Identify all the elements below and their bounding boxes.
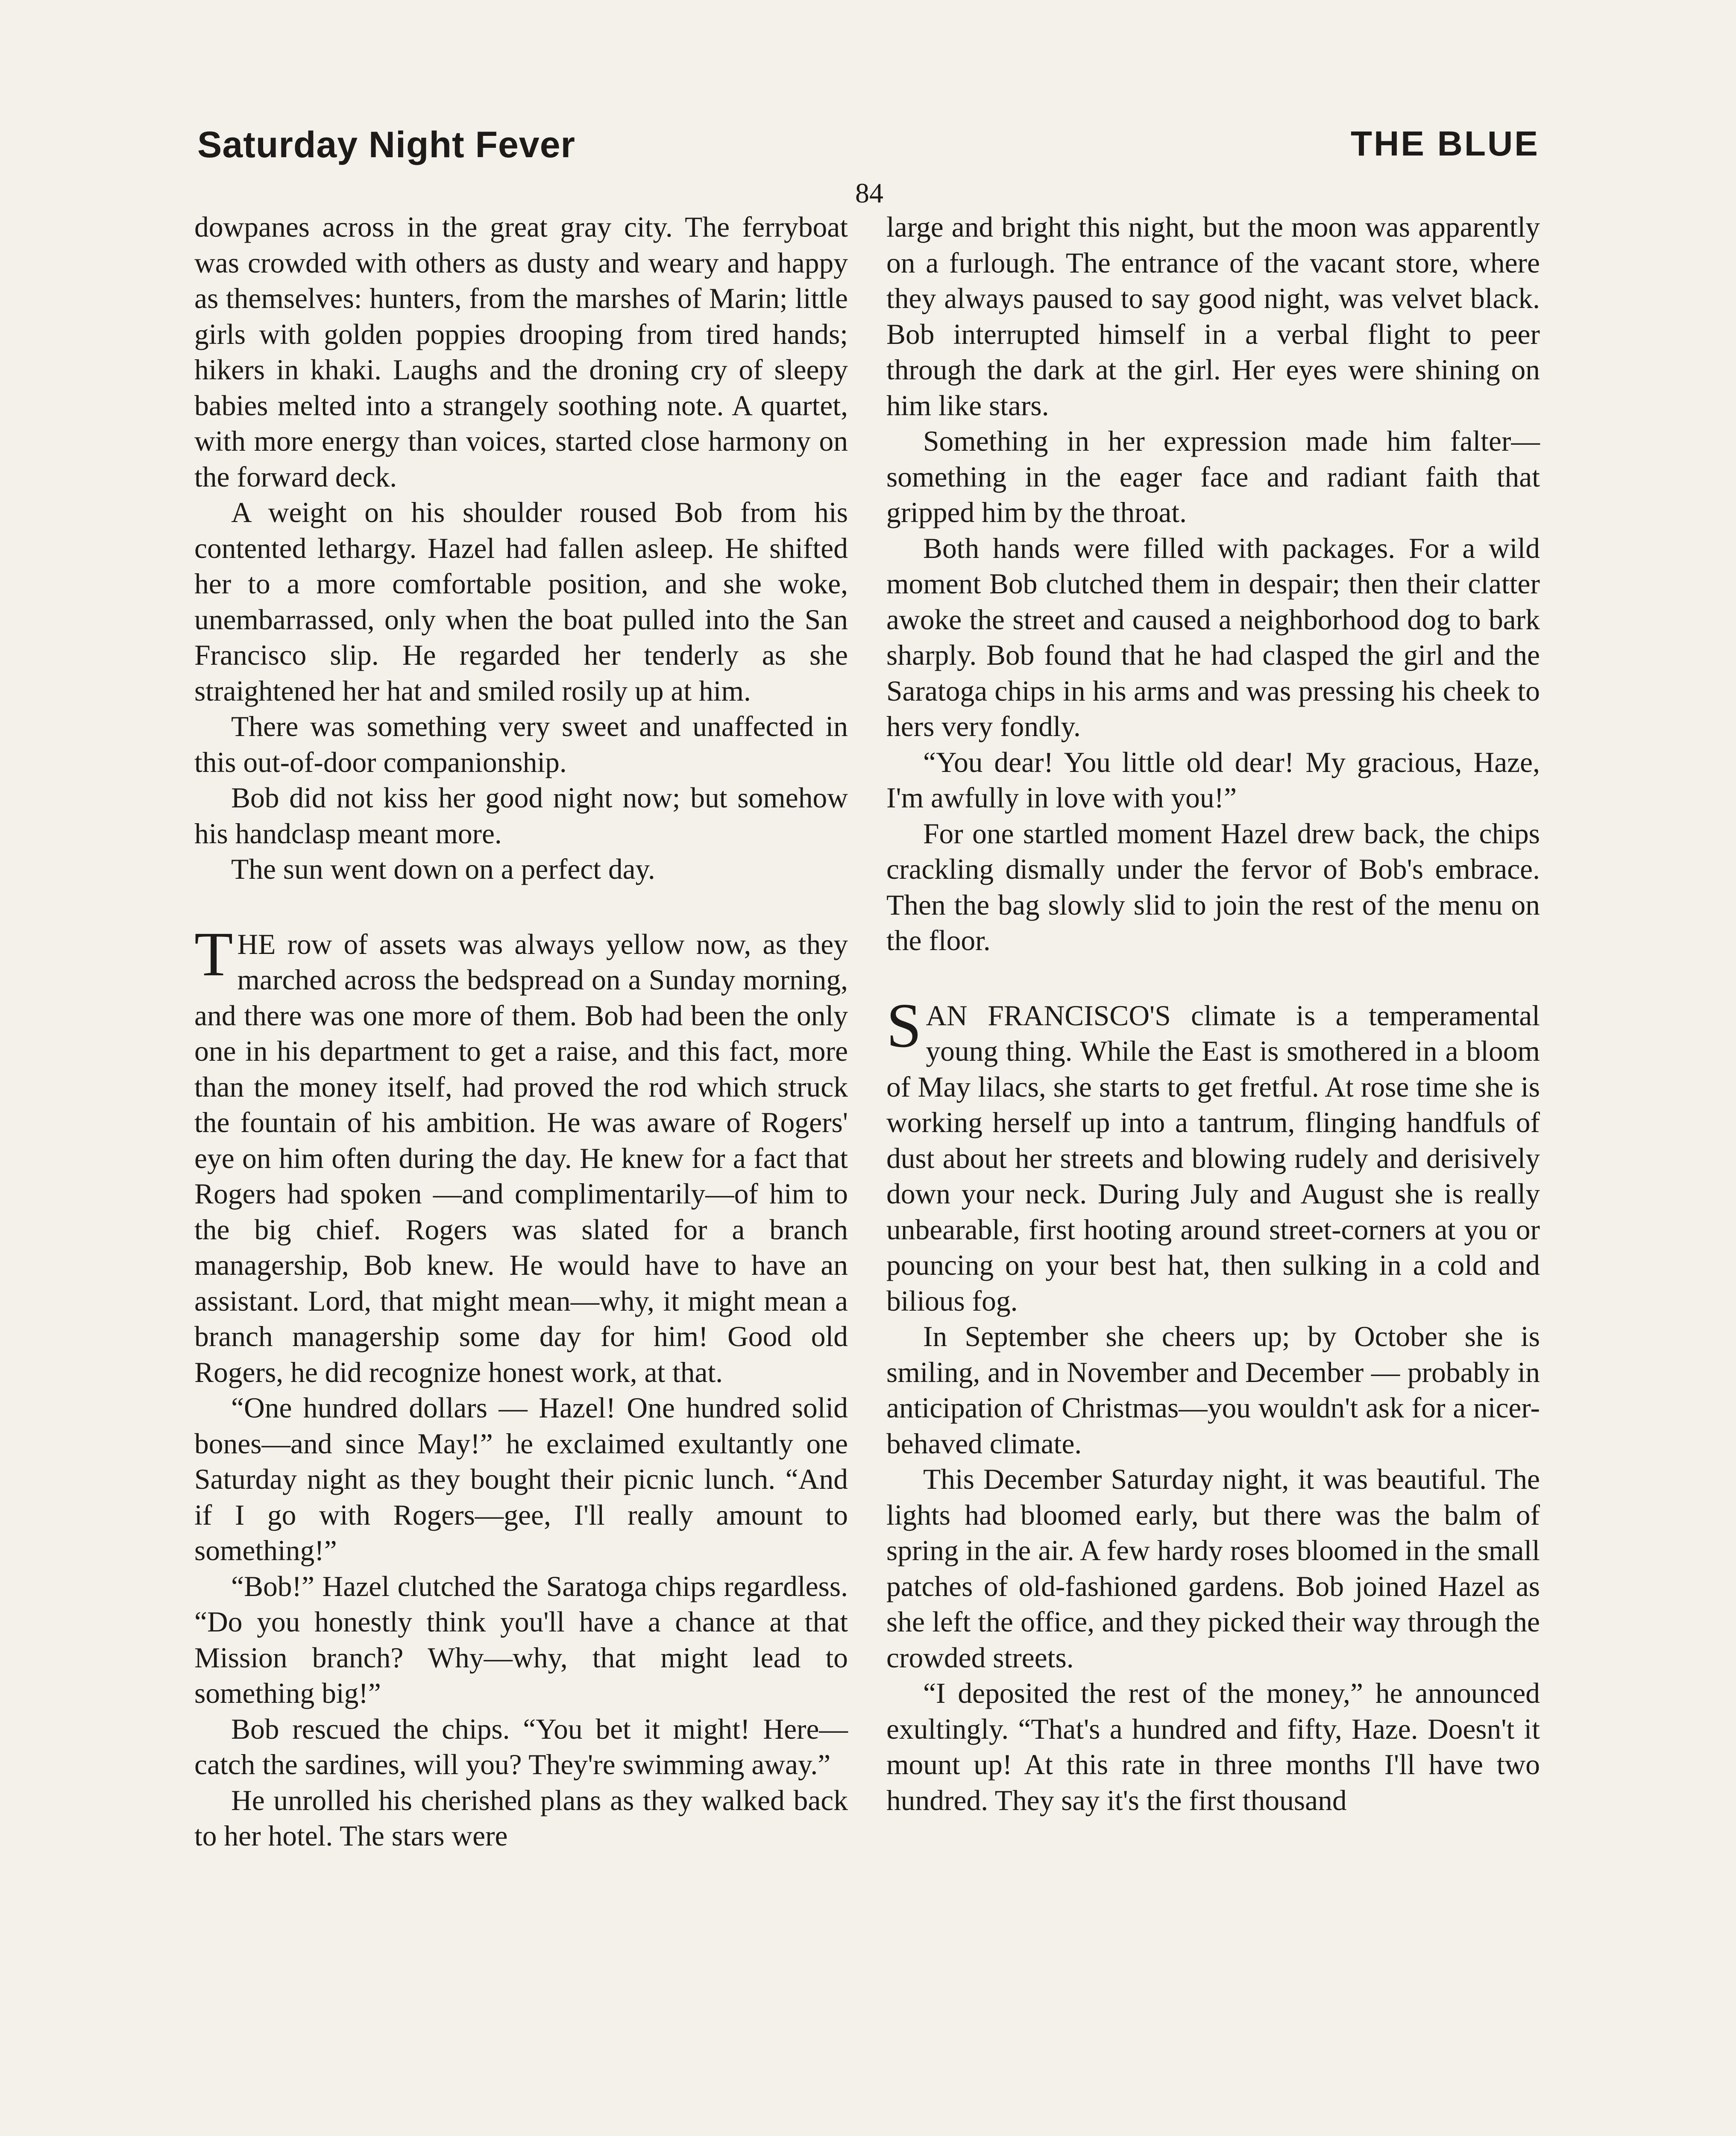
page-number: 84 xyxy=(855,178,883,209)
paragraph: He unrolled his cherished plans as they walked back to her hotel. The stars were xyxy=(194,1784,848,1852)
paragraph: This December Saturday night, it was beautiful. The lights had bloomed early, but there was the balm of spring in the air. A few hardy roses bloomed in the small patches of old-fashioned gardens. Bob joined Hazel as she left the office, and they picked their way through the crowded streets. xyxy=(886,1463,1540,1674)
paragraph-text: AN FRANCISCO'S climate is a temperamental young thing. While the East is smothered in a bloom of May lilacs, she starts to get fretful. At rose time she is working herself up into a tantrum, flinging handfuls of dust about her streets and blowing rudely and derisively down your neck. During July and August she is really unbearable, first hooting around street-corners at you or pouncing on your best hat, then sulking in a cold and bilious fog. xyxy=(886,999,1540,1317)
paragraph: Bob rescued the chips. “You bet it might! Here—catch the sardines, will you? They're swimming away.” xyxy=(194,1713,848,1781)
story-title: Saturday Night Fever xyxy=(197,124,575,165)
drop-cap: T xyxy=(194,919,233,989)
paragraph: “You dear! You little old dear! My gracious, Haze, I'm awfully in love with you!” xyxy=(886,746,1540,814)
right-column xyxy=(886,209,1540,1818)
paragraph: In September she cheers up; by October she is smiling, and in November and December — probably in anticipation of Christmas—you wouldn't ask for a nicer-behaved climate. xyxy=(886,1320,1540,1460)
paragraph: For one startled moment Hazel drew back, the chips crackling dismally under the fervor of Bob's embrace. Then the bag slowly slid to join the rest of the menu on the floor. xyxy=(886,817,1540,957)
paragraph: “I deposited the rest of the money,” he announced exultingly. “That's a hundred and fifty, Haze. Doesn't it mount up! At this rate in three months I'll have two hundred. They say it's the first thousand xyxy=(886,1677,1540,1816)
paragraph: There was something very sweet and unaffected in this out-of-door companionship. xyxy=(194,710,848,778)
paragraph: “One hundred dollars — Hazel! One hundred solid bones—and since May!” he exclaimed exultantly one Saturday night as they bought their picnic lunch. “And if I go with Rogers—gee, I'll really amount to something!” xyxy=(194,1392,848,1567)
paragraph: “Bob!” Hazel clutched the Saratoga chips regardless. “Do you honestly think you'll have a chance at that Mission branch? Why—why, that might lead to something big!” xyxy=(194,1570,848,1709)
paragraph-text: HE row of assets was always yellow now, as they marched across the bedspread on a Sunday morning, and there was one more of them. Bob had been the only one in his department to get a raise, and this fact, more than the money itself, had proved the rod which struck the fountain of his ambition. He was aware of Rogers' eye on him often during the day. He knew for a fact that Rogers had spoken —and complimentarily—of him to the big chief. Rogers was slated for a branch managership, Bob knew. He would have to have an assistant. Lord, that might mean—why, it might mean a branch managership some day for him! Good old Rogers, he did recognize honest work, at that. xyxy=(194,928,848,1388)
paragraph: dowpanes across in the great gray city. The ferryboat was crowded with others as dusty and weary and happy as themselves: hunters, from the marshes of Marin; little girls with golden poppies drooping from tired hands; hikers in khaki. Laughs and the droning cry of sleepy babies melted into a strangely soothing note. A quartet, with more energy than voices, started close harmony on the forward deck. xyxy=(194,211,848,493)
magazine-name: THE BLUE xyxy=(1351,124,1540,163)
paragraph: The sun went down on a perfect day. xyxy=(231,853,655,885)
paragraph: A weight on his shoulder roused Bob from his contented lethargy. Hazel had fallen asleep. He shifted her to a more comfortable position, and she woke, unembarrassed, only when the boat pulled into the San Francisco slip. He regarded her tenderly as she straightened her hat and smiled rosily up at him. xyxy=(194,496,848,707)
section-opening-paragraph xyxy=(194,919,848,1391)
paragraph: Bob did not kiss her good night now; but somehow his handclasp meant more. xyxy=(194,782,848,850)
left-column xyxy=(194,209,848,1854)
paragraph: Both hands were filled with packages. For a wild moment Bob clutched them in despair; then their clatter awoke the street and caused a neighborhood dog to bark sharply. Bob found that he had clasped the girl and the Saratoga chips in his arms and was pressing his cheek to hers very fondly. xyxy=(886,532,1540,742)
paragraph: large and bright this night, but the moon was apparently on a furlough. The entrance of the vacant store, where they always paused to say good night, was velvet black. Bob interrupted himself in a verbal flight to peer through the dark at the girl. Her eyes were shining on him like stars. xyxy=(886,211,1540,422)
drop-cap: S xyxy=(886,990,922,1061)
paragraph: Something in her expression made him falter—something in the eager face and radiant faith that gripped him by the throat. xyxy=(886,425,1540,528)
section-opening-paragraph xyxy=(886,990,1540,1319)
